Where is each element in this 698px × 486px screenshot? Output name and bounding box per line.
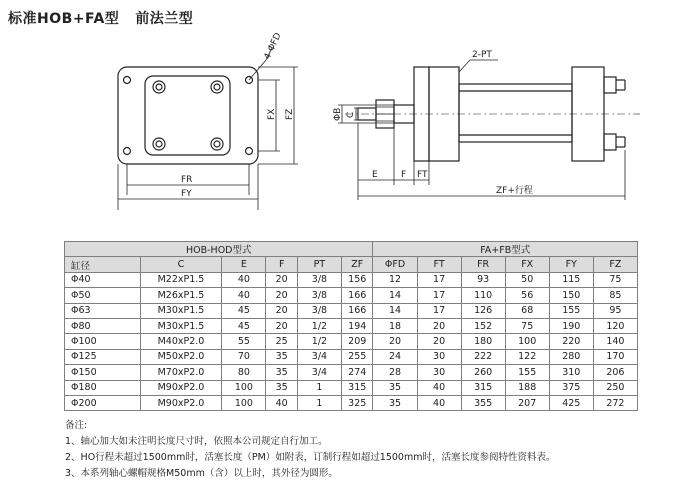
table-cell: 255 xyxy=(341,349,373,364)
column-header: PT xyxy=(297,257,341,272)
table-cell: 17 xyxy=(417,288,461,303)
group-hob-hod: HOB-HOD型式 xyxy=(65,242,373,257)
table-cell: 260 xyxy=(461,365,505,380)
table-cell: 20 xyxy=(417,334,461,349)
table-cell: 85 xyxy=(593,288,637,303)
label-pt: 2-PT xyxy=(472,50,492,60)
table-cell: 80 xyxy=(222,365,266,380)
table-cell: 3/4 xyxy=(297,365,341,380)
table-cell: 150 xyxy=(549,288,593,303)
table-column-header xyxy=(65,257,638,272)
table-cell: 68 xyxy=(505,303,549,318)
table-cell: 310 xyxy=(549,365,593,380)
note-item: 2、HO行程未超过1500mm时，活塞长度（PM）如附表，订制行程如超过1500mm时，活塞长度参阅特性资料表。 xyxy=(65,452,556,463)
table-cell: M30xP1.5 xyxy=(140,303,222,318)
model-subtitle: 前法兰型 xyxy=(135,11,194,27)
table-cell: 100 xyxy=(222,380,266,395)
table-row xyxy=(65,349,638,364)
table-cell: 155 xyxy=(549,303,593,318)
table-cell: 17 xyxy=(417,272,461,287)
table-group-header xyxy=(65,242,638,257)
note-item: 3、本系列轴心螺帽规格M50mm（含）以上时，其外径为圆形。 xyxy=(65,468,338,479)
column-header: F xyxy=(266,257,297,272)
tie-rod-nut-top xyxy=(604,77,616,93)
table-cell: 156 xyxy=(341,272,373,287)
table-cell: 40 xyxy=(417,395,461,410)
table-cell: 166 xyxy=(341,303,373,318)
table-cell: 3/8 xyxy=(297,272,341,287)
table-cell: Φ63 xyxy=(65,303,141,318)
table-cell: 35 xyxy=(373,380,417,395)
label-bolt: 4-ΦFD xyxy=(262,31,284,62)
table-cell: 18 xyxy=(373,318,417,333)
table-cell: Φ80 xyxy=(65,318,141,333)
table-row xyxy=(65,365,638,380)
table-cell: 24 xyxy=(373,349,417,364)
table-cell: 122 xyxy=(505,349,549,364)
table-cell: M90xP2.0 xyxy=(140,395,222,410)
page-title xyxy=(8,8,193,28)
table-cell: Φ40 xyxy=(65,272,141,287)
column-header: FR xyxy=(461,257,505,272)
table-cell: 35 xyxy=(266,380,297,395)
table-cell: 40 xyxy=(222,288,266,303)
table-cell: 166 xyxy=(341,288,373,303)
flange-plate xyxy=(118,67,258,164)
label-fy: FY xyxy=(181,189,192,199)
table-cell: 3/4 xyxy=(297,349,341,364)
table-cell: 140 xyxy=(593,334,637,349)
table-cell: 75 xyxy=(593,272,637,287)
flange-bolt-holes xyxy=(124,77,253,155)
table-cell: 20 xyxy=(373,334,417,349)
table-body xyxy=(65,272,638,411)
table-cell: 188 xyxy=(505,380,549,395)
table-cell: 1 xyxy=(297,395,341,410)
table-cell: Φ100 xyxy=(65,334,141,349)
table-cell: 20 xyxy=(266,272,297,287)
table-cell: M70xP2.0 xyxy=(140,365,222,380)
model-title: 标准HOB+FA型 xyxy=(8,11,120,27)
table-cell: 56 xyxy=(505,288,549,303)
table-row xyxy=(65,334,638,349)
table-cell: 3/8 xyxy=(297,303,341,318)
table-cell: 207 xyxy=(505,395,549,410)
table-cell: 220 xyxy=(549,334,593,349)
column-header: FY xyxy=(549,257,593,272)
table-row xyxy=(65,395,638,410)
table-cell: M40xP2.0 xyxy=(140,334,222,349)
table-cell: 280 xyxy=(549,349,593,364)
table-cell: 3/8 xyxy=(297,288,341,303)
table-cell: 30 xyxy=(417,349,461,364)
table-cell: 155 xyxy=(505,365,549,380)
table-cell: 17 xyxy=(417,303,461,318)
table-cell: 315 xyxy=(461,380,505,395)
group-fa-fb: FA+FB型式 xyxy=(373,242,638,257)
table-cell: 75 xyxy=(505,318,549,333)
table-cell: Φ150 xyxy=(65,365,141,380)
table-cell: 222 xyxy=(461,349,505,364)
cylinder-tube xyxy=(459,84,572,142)
table-cell: 120 xyxy=(593,318,637,333)
label-phib: ΦB xyxy=(333,107,343,121)
column-header: FZ xyxy=(593,257,637,272)
table-cell: 28 xyxy=(373,365,417,380)
notes-heading: 备注: xyxy=(65,420,88,431)
table-cell: 425 xyxy=(549,395,593,410)
table-cell: 40 xyxy=(266,395,297,410)
label-fx: FX xyxy=(267,108,277,120)
table-cell: M22xP1.5 xyxy=(140,272,222,287)
notes xyxy=(65,418,555,482)
table-cell: 55 xyxy=(222,334,266,349)
table-row xyxy=(65,318,638,333)
label-e: E xyxy=(372,170,378,180)
table-cell: 14 xyxy=(373,288,417,303)
table-row xyxy=(65,303,638,318)
table-cell: Φ125 xyxy=(65,349,141,364)
table-cell: 20 xyxy=(266,318,297,333)
tie-rod-nut-bottom xyxy=(604,134,616,150)
table-cell: 209 xyxy=(341,334,373,349)
table-row xyxy=(65,288,638,303)
label-ft: FT xyxy=(417,170,428,180)
table-cell: Φ50 xyxy=(65,288,141,303)
table-cell: 194 xyxy=(341,318,373,333)
table-cell: 45 xyxy=(222,303,266,318)
table-row xyxy=(65,380,638,395)
label-c: C xyxy=(346,111,356,118)
label-f: F xyxy=(401,170,407,180)
table-cell: 272 xyxy=(593,395,637,410)
column-header: ZF xyxy=(341,257,373,272)
table-cell: 35 xyxy=(266,365,297,380)
table-cell: 30 xyxy=(417,365,461,380)
label-zf: ZF+行程 xyxy=(496,186,533,196)
column-header: C xyxy=(140,257,222,272)
column-header: 缸径 xyxy=(65,257,141,272)
table-cell: 93 xyxy=(461,272,505,287)
cylinder-head-square xyxy=(145,76,230,155)
table-cell: 190 xyxy=(549,318,593,333)
table-cell: 20 xyxy=(266,288,297,303)
table-cell: 180 xyxy=(461,334,505,349)
table-cell: 1/2 xyxy=(297,318,341,333)
label-fr: FR xyxy=(181,175,193,185)
table-cell: M50xP2.0 xyxy=(140,349,222,364)
table-cell: 50 xyxy=(505,272,549,287)
table-cell: Φ200 xyxy=(65,395,141,410)
table-cell: M30xP1.5 xyxy=(140,318,222,333)
table-cell: 206 xyxy=(593,365,637,380)
column-header: E xyxy=(222,257,266,272)
table-cell: 35 xyxy=(266,349,297,364)
table-cell: Φ180 xyxy=(65,380,141,395)
table-cell: 100 xyxy=(222,395,266,410)
table-cell: 100 xyxy=(505,334,549,349)
table-cell: 126 xyxy=(461,303,505,318)
table-cell: 115 xyxy=(549,272,593,287)
table-cell: 40 xyxy=(417,380,461,395)
column-header: FX xyxy=(505,257,549,272)
table-cell: 315 xyxy=(341,380,373,395)
technical-drawing xyxy=(0,30,698,235)
table-cell: M90xP2.0 xyxy=(140,380,222,395)
table-cell: 20 xyxy=(417,318,461,333)
table-cell: 170 xyxy=(593,349,637,364)
note-item: 1、轴心加大如未注明长度尺寸时，依照本公司规定自行加工。 xyxy=(65,436,328,447)
table-cell: 25 xyxy=(266,334,297,349)
table-cell: 250 xyxy=(593,380,637,395)
table-row xyxy=(65,272,638,287)
label-fz: FZ xyxy=(285,108,295,120)
table-cell: 375 xyxy=(549,380,593,395)
table-cell: 325 xyxy=(341,395,373,410)
table-cell: 355 xyxy=(461,395,505,410)
table-cell: 14 xyxy=(373,303,417,318)
table-cell: 1 xyxy=(297,380,341,395)
table-cell: 95 xyxy=(593,303,637,318)
table-cell: 152 xyxy=(461,318,505,333)
spec-table xyxy=(64,241,638,411)
table-cell: 110 xyxy=(461,288,505,303)
dimension-fr-fy xyxy=(118,164,258,210)
table-cell: 1/2 xyxy=(297,334,341,349)
table-cell: 45 xyxy=(222,318,266,333)
table-cell: 12 xyxy=(373,272,417,287)
column-header: FT xyxy=(417,257,461,272)
tie-rod-nuts xyxy=(153,81,223,150)
table-cell: 20 xyxy=(266,303,297,318)
table-cell: 40 xyxy=(222,272,266,287)
column-header: ΦFD xyxy=(373,257,417,272)
table-cell: 35 xyxy=(373,395,417,410)
table-cell: 274 xyxy=(341,365,373,380)
table-cell: 70 xyxy=(222,349,266,364)
table-cell: M26xP1.5 xyxy=(140,288,222,303)
